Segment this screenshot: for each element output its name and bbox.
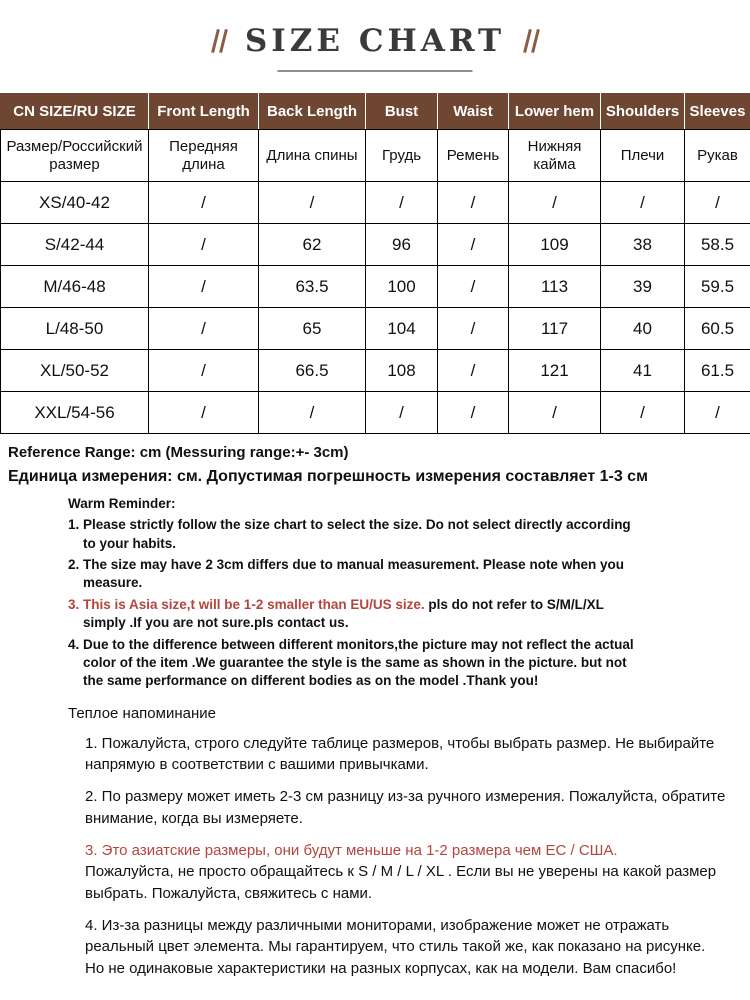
ru-reminder-item-3-rest: Пожалуйста, не просто обращайтесь к S / M / L / XL . Если вы не уверены на какой размер выбрать. Пожалуйста, свяжитесь с нами. (85, 863, 717, 902)
cell-shoulders: 40 (601, 308, 685, 350)
table-row-xs (1, 182, 750, 224)
cell-shoulders: 39 (601, 266, 685, 308)
cell-front-length: / (149, 182, 259, 224)
cell-front-length: / (149, 392, 259, 434)
title-accent-right-icon (521, 27, 541, 55)
ru-reminder-item-2: 2. По размеру может иметь 2-3 см разницу из-за ручного измерения. Пожалуйста, обратите внимание, когда вы измеряете. (85, 788, 726, 827)
cell-waist: / (438, 224, 509, 266)
cell-waist: / (438, 266, 509, 308)
col-header-ru-sleeves: Рукав (685, 130, 750, 182)
warm-reminder-item-3-red: 3. This is Asia size,t will be 1-2 smaller than EU/US size. (68, 596, 425, 612)
cell-lower-hem: 117 (509, 308, 601, 350)
warm-reminder-en-block (68, 495, 646, 691)
cell-size: L/48-50 (1, 308, 149, 350)
header-row-en (1, 94, 750, 130)
warm-reminder-item-2: 2. The size may have 2 3cm differs due to manual measurement. Please note when you measure. (68, 557, 624, 591)
cell-shoulders: / (601, 392, 685, 434)
cell-front-length: / (149, 266, 259, 308)
table-row-m (1, 266, 750, 308)
cell-back-length: 65 (259, 308, 366, 350)
title-block (0, 0, 750, 74)
cell-shoulders: / (601, 182, 685, 224)
cell-shoulders: 38 (601, 224, 685, 266)
header-row-ru (1, 130, 750, 182)
cell-lower-hem: 113 (509, 266, 601, 308)
cell-size: M/46-48 (1, 266, 149, 308)
warm-reminder-item-3 (68, 596, 646, 633)
col-header-lower-hem: Lower hem (509, 94, 601, 130)
cell-size: XXL/54-56 (1, 392, 149, 434)
table-row-s (1, 224, 750, 266)
title-accent-left-icon (209, 27, 229, 55)
ru-reminder-item-3 (85, 840, 728, 904)
col-header-ru-size: Размер/Российский размер (1, 130, 149, 182)
cell-sleeves: 59.5 (685, 266, 750, 308)
cell-sleeves: 60.5 (685, 308, 750, 350)
cell-back-length: 66.5 (259, 350, 366, 392)
table-row-l (1, 308, 750, 350)
cell-sleeves: / (685, 182, 750, 224)
cell-sleeves: 61.5 (685, 350, 750, 392)
cell-lower-hem: 121 (509, 350, 601, 392)
cell-back-length: 63.5 (259, 266, 366, 308)
page-title: SIZE CHART (244, 23, 506, 59)
cell-front-length: / (149, 350, 259, 392)
cell-sleeves: 58.5 (685, 224, 750, 266)
col-header-front-length: Front Length (149, 94, 259, 130)
cell-back-length: / (259, 182, 366, 224)
col-header-shoulders: Shoulders (601, 94, 685, 130)
ru-reminder-item-1: 1. Пожалуйста, строго следуйте таблице размеров, чтобы выбрать размер. Не выбирайте напрямую в соответствии с вашими привычками. (85, 734, 715, 774)
col-header-ru-waist: Ремень (438, 130, 509, 182)
col-header-ru-shoulders: Плечи (601, 130, 685, 182)
cell-lower-hem: / (509, 182, 601, 224)
cell-lower-hem: / (509, 392, 601, 434)
col-header-ru-bust: Грудь (366, 130, 438, 182)
cell-bust: 100 (366, 266, 438, 308)
cell-front-length: / (149, 308, 259, 350)
cell-back-length: 62 (259, 224, 366, 266)
reference-range-ru: Единица измерения: см. Допустимая погрешность измерения составляет 1-3 см (8, 468, 648, 485)
warm-reminder-item-4: 4. Due to the difference between different monitors,the picture may not reflect the actual color of the item .We guarantee the style is the same as shown in the picture. but not the same performance on different bodies as on the model .Thank you! (68, 636, 634, 689)
col-header-back-length: Back Length (259, 94, 366, 130)
cell-bust: 108 (366, 350, 438, 392)
table-row-xxl (1, 392, 750, 434)
cell-size: XS/40-42 (1, 182, 149, 224)
ru-reminder-title: Теплое напоминание (68, 704, 216, 722)
cell-size: S/42-44 (1, 224, 149, 266)
cell-waist: / (438, 350, 509, 392)
cell-front-length: / (149, 224, 259, 266)
cell-waist: / (438, 392, 509, 434)
col-header-ru-front-length: Передняя длина (149, 130, 259, 182)
cell-bust: / (366, 182, 438, 224)
col-header-sleeves: Sleeves (685, 94, 750, 130)
cell-size: XL/50-52 (1, 350, 149, 392)
cell-bust: 104 (366, 308, 438, 350)
ru-reminder-item-3-red: 3. Это азиатские размеры, они будут меньше на 1-2 размера чем ЕС / США. (85, 842, 618, 860)
warm-reminder-item-3-rest: pls do not refer to S/M/L/XL simply .If you are not sure.pls contact us. (83, 596, 604, 631)
warm-reminder-ru-block (68, 703, 728, 979)
cell-bust: 96 (366, 224, 438, 266)
cell-bust: / (366, 392, 438, 434)
ru-reminder-item-4: 4. Из-за разницы между различными мониторами, изображение может не отражать реальный цвет элемента. Мы гарантируем, что стиль такой же, как показано на рисунке. Но не одинаковые характеристики на разных корпусах, как на модели. Вам спасибо! (85, 916, 706, 977)
warm-reminder-item-1: 1. Please strictly follow the size chart to select the size. Do not select directly according to your habits. (68, 517, 631, 551)
table-row-xl (1, 350, 750, 392)
cell-waist: / (438, 308, 509, 350)
title-underline (278, 70, 473, 72)
size-table (0, 93, 750, 434)
warm-reminder-title: Warm Reminder: (68, 496, 176, 511)
cell-back-length: / (259, 392, 366, 434)
col-header-ru-lower-hem: Нижняя кайма (509, 130, 601, 182)
col-header-ru-back-length: Длина спины (259, 130, 366, 182)
cell-shoulders: 41 (601, 350, 685, 392)
cell-lower-hem: 109 (509, 224, 601, 266)
cell-sleeves: / (685, 392, 750, 434)
col-header-bust: Bust (366, 94, 438, 130)
col-header-waist: Waist (438, 94, 509, 130)
reference-range-en: Reference Range: cm (Messuring range:+- 3cm) (8, 444, 349, 461)
cell-waist: / (438, 182, 509, 224)
col-header-size: CN SIZE/RU SIZE (1, 94, 149, 130)
